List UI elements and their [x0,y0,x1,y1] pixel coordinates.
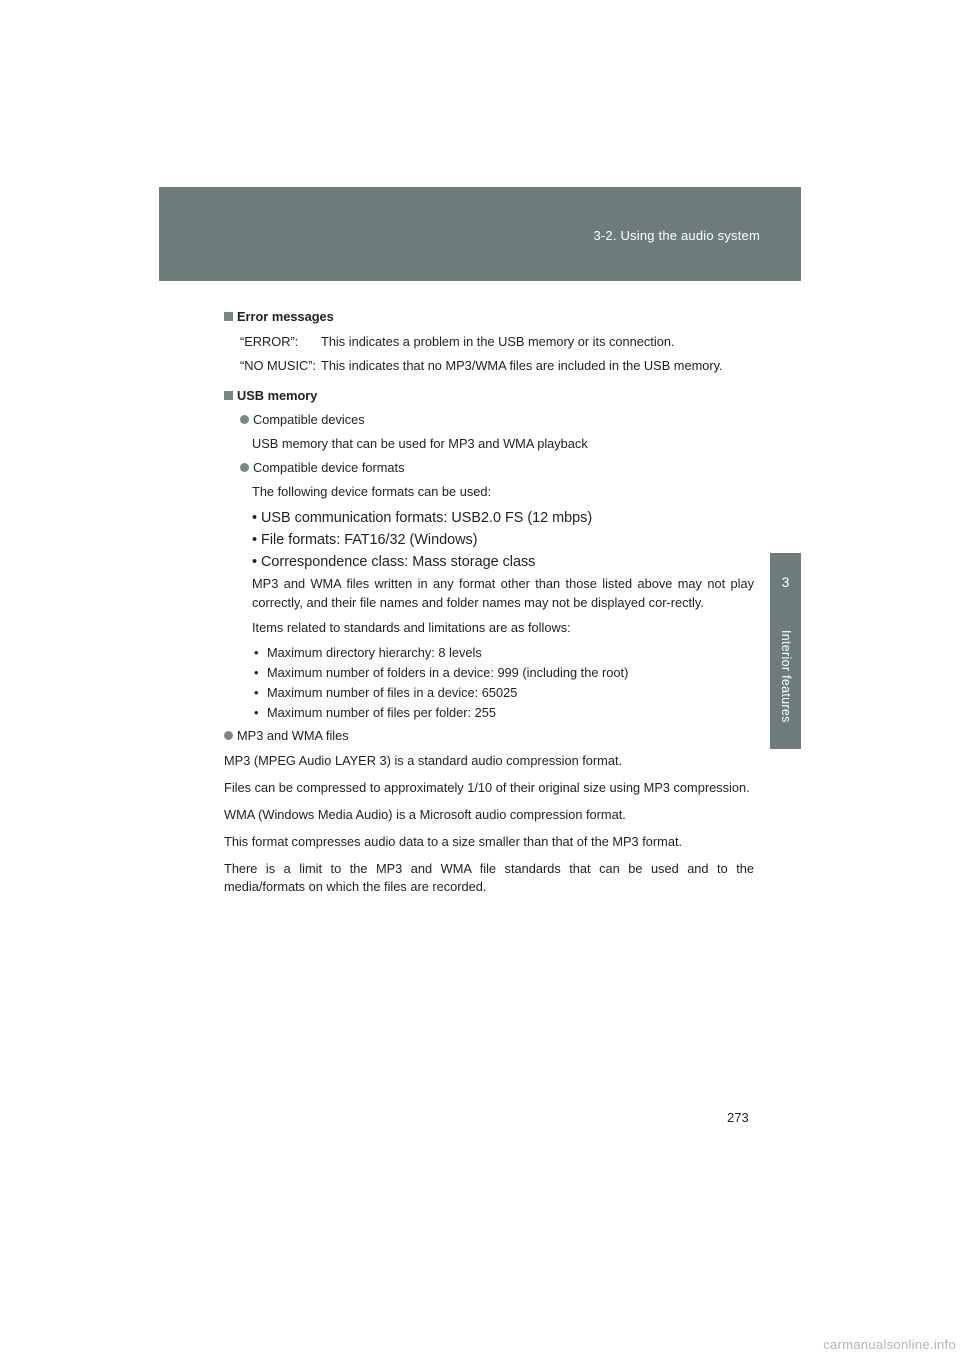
limits-list [224,643,754,723]
page-content [224,309,754,896]
limit-item: • Maximum directory hierarchy: 8 levels [254,643,754,663]
heading-text: Error messages [237,309,334,324]
round-bullet-icon [240,463,249,472]
limit-text: Maximum directory hierarchy: 8 levels [267,645,482,660]
error-code: “ERROR”: [240,334,299,349]
device-formats-intro: The following device formats can be used: [252,484,492,499]
subheading-text: MP3 and WMA files [237,728,349,743]
format-note: MP3 and WMA files written in any format other than those listed above may not play correctly, and their file names and folder names may not be displayed cor-rectly. [252,576,754,610]
limits-intro: Items related to standards and limitations are as follows: [252,620,571,635]
paragraph: There is a limit to the MP3 and WMA file standards that can be used and to the media/formats on which the files are recorded. [224,861,754,894]
limit-text: Maximum number of files per folder: 255 [267,705,497,720]
device-formats-heading [240,460,754,475]
paragraph: WMA (Windows Media Audio) is a Microsoft audio compression format. [224,807,626,822]
format-item: • File formats: FAT16/32 (Windows) [252,532,478,548]
format-item: • Correspondence class: Mass storage class [252,554,536,570]
limit-item: • Maximum number of folders in a device: 999 (including the root) [254,663,754,683]
error-row [240,333,754,350]
paragraph: MP3 (MPEG Audio LAYER 3) is a standard audio compression format. [224,753,623,768]
chapter-number: 3 [781,574,790,590]
compatible-devices-heading [240,412,754,427]
subheading-text: Compatible devices [253,412,365,427]
round-bullet-icon [224,731,233,740]
paragraph: This format compresses audio data to a size smaller than that of the MP3 format. [224,834,683,849]
square-bullet-icon [224,312,233,321]
chapter-header-band [159,187,801,281]
paragraph: Files can be compressed to approximately 1/10 of their original size using MP3 compression. [224,780,750,795]
chapter-label: Interior features [779,630,793,723]
subheading-text: Compatible device formats [253,460,405,475]
heading-text: USB memory [237,388,318,403]
limit-item: • Maximum number of files in a device: 65025 [254,683,754,703]
format-list [252,507,754,573]
error-description: This indicates that no MP3/WMA files are included in the USB memory. [321,358,723,373]
page-number: 273 [727,1110,749,1125]
limit-item: • Maximum number of files per folder: 255 [254,703,754,723]
mp3-wma-files-heading [224,728,754,743]
section-title: 3-2. Using the audio system [593,228,760,243]
mp3-wma-paragraphs [224,752,754,896]
limit-text: Maximum number of folders in a device: 999 (including the root) [267,665,629,680]
error-row [240,357,754,374]
limit-text: Maximum number of files in a device: 65025 [267,685,518,700]
error-messages-heading [224,309,754,324]
square-bullet-icon [224,391,233,400]
watermark: carmanualsonline.info [823,1337,956,1352]
format-item: • USB communication formats: USB2.0 FS (12 mbps) [252,510,593,526]
compatible-devices-text: USB memory that can be used for MP3 and WMA playback [252,436,588,451]
error-code: “NO MUSIC”: [240,358,317,373]
usb-memory-heading [224,388,754,403]
round-bullet-icon [240,415,249,424]
error-description: This indicates a problem in the USB memory or its connection. [321,334,675,349]
chapter-side-tab [770,553,801,749]
